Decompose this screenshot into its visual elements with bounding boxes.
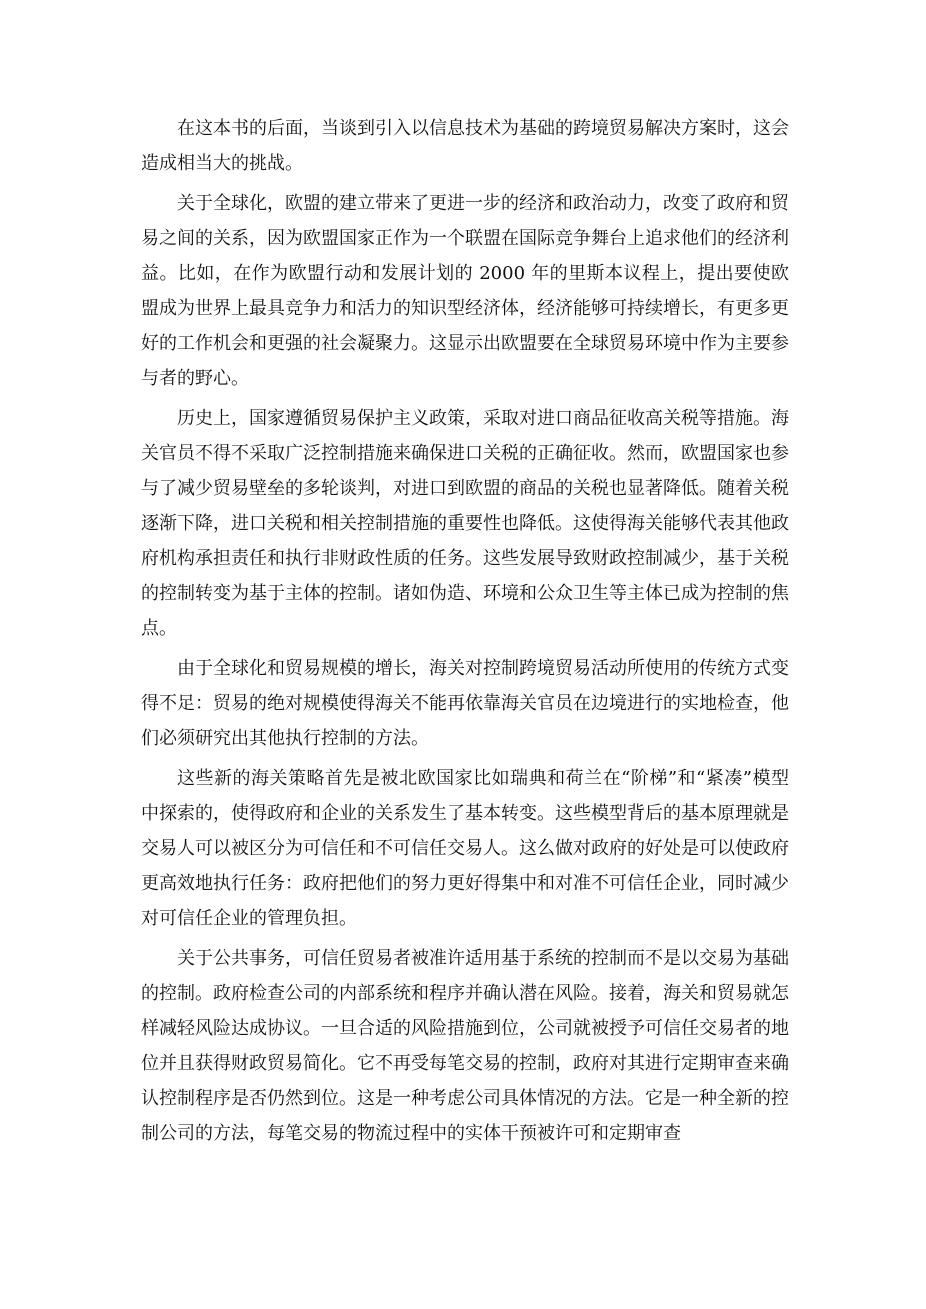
paragraph-5: 这些新的海关策略首先是被北欧国家比如瑞典和荷兰在“阶梯”和“紧凑”模型中探索的，使得政府和企业的关系发生了基本转变。这些模型背后的基本原理就是交易人可以被区分为可信任和不可信任交易人。这么做对政府的好处是可以使政府更高效地执行任务：政府把他们的努力更好得集中和对准不可信任企业，同时减少对可信任企业的管理负担。 bbox=[141, 768, 789, 929]
paragraph-2: 关于全球化，欧盟的建立带来了更进一步的经济和政治动力，改变了政府和贸易之间的关系，因为欧盟国家正作为一个联盟在国际竞争舞台上追求他们的经济利益。比如，在作为欧盟行动和发展计划的 2000 年的里斯本议程上，提出要使欧盟成为世界上最具竞争力和活力的知识型经济体，经济能够可持续增长，有更多更好的工作机会和更强的社会凝聚力。这显示出欧盟要在全球贸易环境中作为主要参与者的野心。 bbox=[141, 193, 789, 389]
paragraph-6: 关于公共事务，可信任贸易者被准许适用基于系统的控制而不是以交易为基础的控制。政府检查公司的内部系统和程序并确认潜在风险。接着，海关和贸易就怎样减轻风险达成协议。一旦合适的风险措施到位，公司就被授予可信任交易者的地位并且获得财政贸易简化。它不再受每笔交易的控制，政府对其进行定期审查来确认控制程序是否仍然到位。这是一种考虑公司具体情况的方法。它是一种全新的控制公司的方法，每笔交易的物流过程中的实体干预被许可和定期审查 bbox=[141, 948, 789, 1144]
paragraph-3: 历史上，国家遵循贸易保护主义政策，采取对进口商品征收高关税等措施。海关官员不得不采取广泛控制措施来确保进口关税的正确征收。然而，欧盟国家也参与了减少贸易壁垒的多轮谈判，对进口到欧盟的商品的关税也显著降低。随着关税逐渐下降，进口关税和相关控制措施的重要性也降低。这使得海关能够代表其他政府机构承担责任和执行非财政性质的任务。这些发展导致财政控制减少，基于关税的控制转变为基于主体的控制。诸如伪造、环境和公众卫生等主体已成为控制的焦点。 bbox=[141, 408, 789, 639]
paragraph-1: 在这本书的后面，当谈到引入以信息技术为基础的跨境贸易解决方案时，这会造成相当大的挑战。 bbox=[141, 118, 789, 174]
document-body bbox=[141, 111, 789, 1156]
paragraph-4: 由于全球化和贸易规模的增长，海关对控制跨境贸易活动所使用的传统方式变得不足：贸易的绝对规模使得海关不能再依靠海关官员在边境进行的实地检查，他们必须研究出其他执行控制的方法。 bbox=[141, 658, 789, 749]
